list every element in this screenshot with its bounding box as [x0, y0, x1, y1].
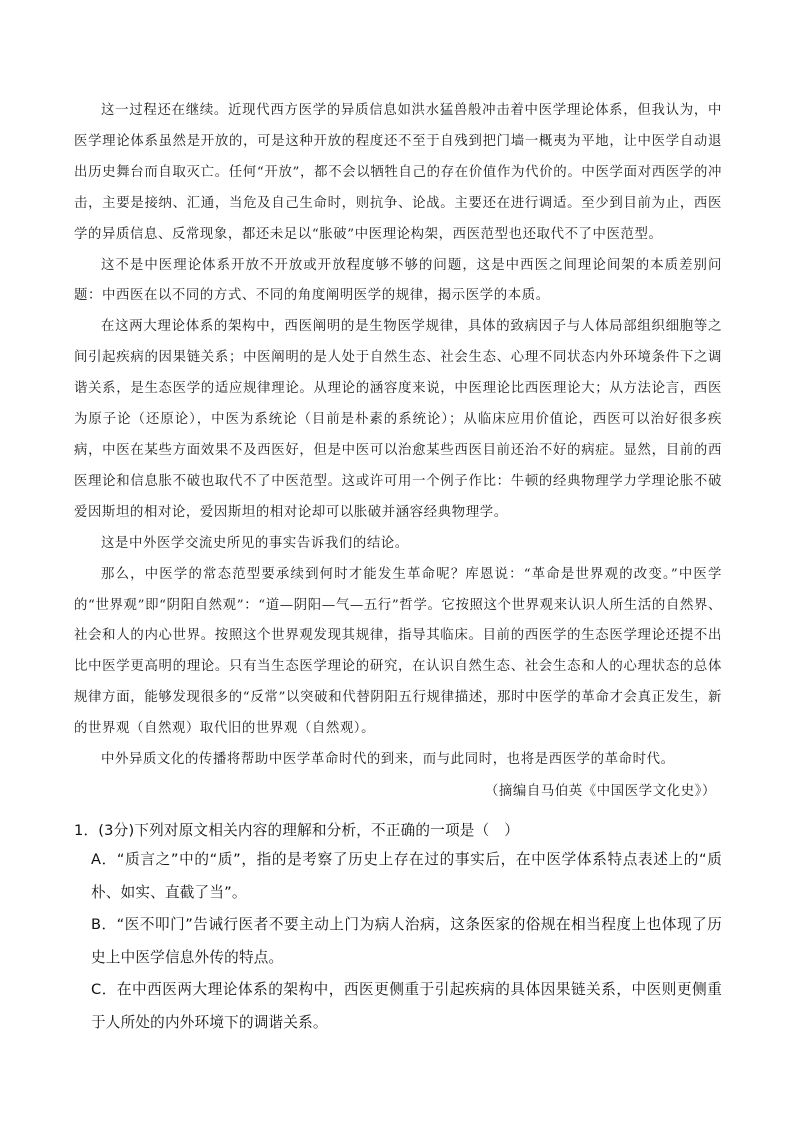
question-option-b: B．“医不叩门”告诫行医者不要主动上门为病人治病，这条医家的俗规在相当程度上也体现了历史上中医学信息外传的特点。: [91, 916, 722, 966]
article-paragraph-2: 这不是中医理论体系开放不开放或开放程度够不够的问题，这是中西医之间理论间架的本质差别问题：中西医在以不同的方式、不同的角度阐明医学的规律，揭示医学的本质。: [74, 257, 722, 304]
article-paragraph-5: 那么，中医学的常态范型要承续到何时才能发生革命呢？库恩说：“革命是世界观的改变。”中医学的“世界观”即“阴阳自然观”：“道—阴阳—气—五行”哲学。它按照这个世界观来认识人所生活的自然界、社会和人的内心世界。按照这个世界观发现其规律，指导其临床。目前的西医学的生态医学理论还提不出比中医学更高明的理论。只有当生态医学理论的研究，在认识自然生态、社会生态和人的心理状态的总体规律方面，能够发现很多的“反常”以突破和代替阴阳五行规律描述，那时中医学的革命才会真正发生，新的世界观（自然观）取代旧的世界观（自然观）。: [74, 566, 722, 737]
article-paragraph-4: 这是中外医学交流史所见的事实告诉我们的结论。: [101, 535, 409, 551]
article-source-citation: （摘编自马伯英《中国医学文化史》）: [484, 783, 716, 799]
question-option-a: A．“质言之”中的“质”，指的是考察了历史上存在过的事实后，在中医学体系特点表述上的“质朴、如实、直截了当”。: [91, 851, 722, 901]
question-option-c: C．在中西医两大理论体系的架构中，西医更侧重于引起疾病的具体因果链关系，中医则更侧重于人所处的内外环境下的调谐关系。: [91, 981, 722, 1031]
question-1: [74, 817, 722, 1039]
question-stem: 1．(3分)下列对原文相关内容的理解和分析，不正确的一项是（ ）: [74, 822, 519, 839]
article-body: [74, 96, 722, 807]
article-paragraph-6: 中外异质文化的传播将帮助中医学革命时代的到来，而与此同时，也将是西医学的革命时代。: [101, 752, 675, 768]
article-paragraph-1: 这一过程还在继续。近现代西方医学的异质信息如洪水猛兽般冲击着中医学理论体系，但我认为，中医学理论体系虽然是开放的，可是这种开放的程度还不至于自残到把门墙一概夷为平地，让中医学自动退出历史舞台而自取灭亡。任何“开放”，都不会以牺牲自己的存在价值作为代价的。中医学面对西医学的冲击，主要是接纳、汇通，当危及自己生命时，则抗争、论战。主要还在进行调适。至少到目前为止，西医学的异质信息、反常现象，都还未足以“胀破”中医理论构架，西医范型也还取代不了中医范型。: [74, 103, 722, 242]
article-paragraph-3: 在这两大理论体系的架构中，西医阐明的是生物医学规律，具体的致病因子与人体局部组织细胞等之间引起疾病的因果链关系；中医阐明的是人处于自然生态、社会生态、心理不同状态内外环境条件下之调谐关系，是生态医学的适应规律理论。从理论的涵容度来说，中医理论比西医理论大；从方法论言，西医为原子论（还原论），中医为系统论（目前是朴素的系统论）；从临床应用价值论，西医可以治好很多疾病，中医在某些方面效果不及西医好，但是中医可以治愈某些西医目前还治不好的病症。显然，目前的西医理论和信息胀不破也取代不了中医范型。这或许可用一个例子作比：牛顿的经典物理学力学理论胀不破爱因斯坦的相对论，爱因斯坦的相对论却可以胀破并涵容经典物理学。: [74, 319, 722, 520]
